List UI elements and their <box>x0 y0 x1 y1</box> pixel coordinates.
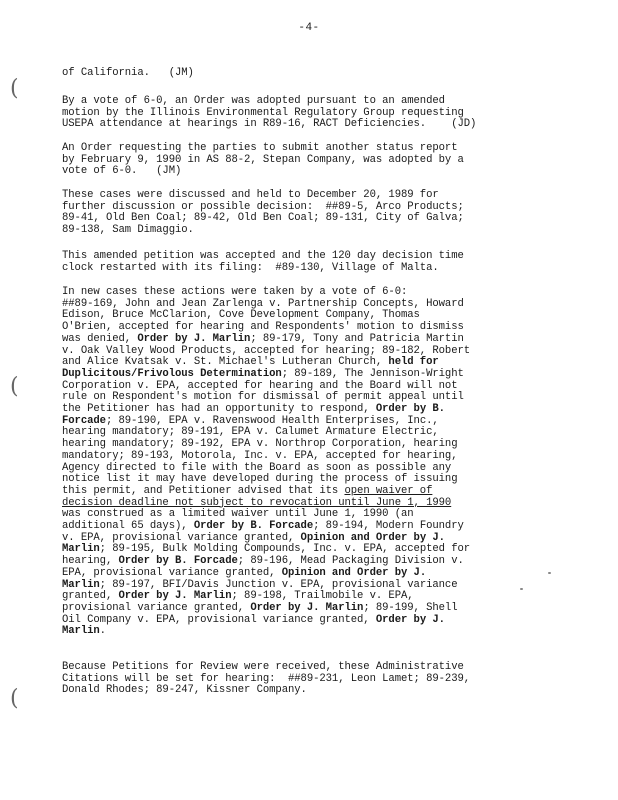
bold-text: Order by B. Forcade <box>118 555 238 568</box>
paragraph <box>62 68 562 80</box>
text-line <box>62 615 562 627</box>
text-segment: Because Petitions for Review were received, these Administrative <box>62 661 464 673</box>
text-line <box>62 225 562 237</box>
text-segment: Corporation v. EPA, accepted for hearing and the Board will not <box>62 379 458 392</box>
bold-text: Duplicitous/Frivolous Determination <box>62 367 282 380</box>
text-line <box>62 166 562 178</box>
text-segment: ; 89-199, Shell <box>363 601 458 614</box>
text-segment: . <box>99 625 106 638</box>
text-segment: v. EPA, provisional variance granted, <box>62 531 301 544</box>
text-segment: mandatory; 89-193, Motorola, Inc. v. EPA, accepted for hearing, <box>62 449 458 462</box>
text-segment: ; 89-198, Trailmobile v. EPA, <box>231 590 414 603</box>
text-segment: This amended petition was accepted and the 120 day decision time <box>62 250 464 262</box>
text-segment: further discussion or possible decision: ##89-5, Arco Products; <box>62 200 464 213</box>
text-segment: ; 89-189, The Jennison-Wright <box>281 367 464 380</box>
text-segment: additional 65 days), <box>62 520 194 533</box>
bold-text: Order by J. <box>375 613 445 626</box>
text-segment: rule on Respondent's motion for dismissal of permit appeal until <box>62 391 464 404</box>
text-segment: v. Oak Valley Wood Products, accepted for hearing; 89-182, Robert <box>62 344 471 357</box>
text-segment: 89-138, Sam Dimaggio. <box>62 224 194 237</box>
text-line <box>62 626 562 638</box>
underlined-text: decision deadline not subject to revocation until June 1, 1990 <box>62 496 452 509</box>
text-segment: of California. (JM) <box>62 67 194 79</box>
text-segment: was denied, <box>62 332 138 345</box>
text-segment: hearing, <box>62 555 119 568</box>
text-segment: An Order requesting the parties to submit another status report <box>62 142 458 154</box>
text-segment: ; 89-190, EPA v. Ravenswood Health Enterprises, Inc., <box>105 414 439 427</box>
text-segment: ; 89-179, Tony and Patricia Martin <box>250 332 464 345</box>
margin-mark: ( <box>10 686 19 711</box>
text-segment: notice list it may have developed during the process of issuing <box>62 473 458 486</box>
text-segment: USEPA attendance at hearings in R89-16, RACT Deficiencies. (JD) <box>62 118 477 131</box>
underlined-text: open waiver of <box>344 484 433 497</box>
margin-mark: ( <box>10 374 19 399</box>
text-segment: ; 89-195, Bulk Molding Compounds, Inc. v. EPA, accepted for <box>99 543 471 556</box>
text-segment: Oil Company v. EPA, provisional variance granted, <box>62 613 376 626</box>
text-line <box>62 685 562 697</box>
text-segment: 89-41, Old Ben Coal; 89-42, Old Ben Coal; 89-131, City of Galva; <box>62 212 464 225</box>
bold-text: Opinion and Order by J. <box>300 531 445 544</box>
text-segment: hearing mandatory; 89-192, EPA v. Northrop Corporation, hearing <box>62 438 458 451</box>
text-segment: EPA, provisional variance granted, <box>62 566 282 579</box>
bold-text: Order by J. Marlin <box>137 332 251 345</box>
text-segment: These cases were discussed and held to December 20, 1989 for <box>62 189 439 201</box>
text-segment: and Alice Kvatsak v. St. Michael's Lutheran Church, <box>62 356 389 369</box>
bold-text: Order by J. Marlin <box>250 601 364 614</box>
text-segment: was construed as a limited waiver until June 1, 1990 (an <box>62 508 414 521</box>
text-segment: Agency directed to file with the Board as soon as possible any <box>62 461 452 474</box>
paragraph <box>62 662 562 697</box>
text-segment: vote of 6-0. (JM) <box>62 165 182 178</box>
text-segment: the Petitioner has had an opportunity to respond, <box>62 403 376 416</box>
text-segment: clock restarted with its filing: #89-130, Village of Malta. <box>62 261 439 274</box>
text-segment: By a vote of 6-0, an Order was adopted pursuant to an amended <box>62 95 445 107</box>
text-segment: ; 89-197, BFI/Davis Junction v. EPA, provisional variance <box>99 578 458 591</box>
bold-text: Marlin <box>62 543 100 556</box>
text-line <box>62 119 562 131</box>
bold-text: Opinion and Order by J. <box>281 566 427 579</box>
text-segment: ; 89-194, Modern Foundry <box>313 520 464 533</box>
text-segment: Donald Rhodes; 89-247, Kissner Company. <box>62 684 307 697</box>
text-segment: this permit, and Petitioner advised that its <box>62 484 345 497</box>
text-segment: ; 89-196, Mead Packaging Division v. <box>237 555 464 568</box>
text-segment: Edison, Bruce McClarion, Cove Development Company, Thomas <box>62 309 420 322</box>
bold-text: Marlin <box>62 625 100 638</box>
paragraph <box>62 96 562 131</box>
text-segment: granted, <box>62 590 119 603</box>
bold-text: Order by B. <box>375 403 445 416</box>
text-segment: ##89-169, John and Jean Zarlenga v. Partnership Concepts, Howard <box>62 297 464 310</box>
paragraph <box>62 190 562 237</box>
text-segment: motion by the Illinois Environmental Regulatory Group requesting <box>62 106 464 119</box>
paragraph <box>62 143 562 178</box>
text-line <box>62 263 562 275</box>
bold-text: Forcade <box>62 414 106 427</box>
bold-text: Marlin <box>62 578 100 591</box>
text-segment: Citations will be set for hearing: ##89-231, Leon Lamet; 89-239, <box>62 672 471 685</box>
text-line <box>62 68 562 80</box>
text-segment: provisional variance granted, <box>62 601 251 614</box>
paragraph <box>62 287 562 638</box>
page-number: -4- <box>298 22 320 34</box>
bold-text: Order by B. Forcade <box>193 520 314 533</box>
text-segment: O'Brien, accepted for hearing and Respondents' motion to dismiss <box>62 321 464 334</box>
margin-mark: ( <box>10 76 19 101</box>
text-segment: hearing mandatory; 89-191, EPA v. Calumet Armature Electric, <box>62 426 439 439</box>
bold-text: held for <box>388 356 439 369</box>
paragraph <box>62 251 562 274</box>
bold-text: Order by J. Marlin <box>118 590 232 603</box>
text-segment: In new cases these actions were taken by a vote of 6-0: <box>62 286 408 298</box>
text-segment: by February 9, 1990 in AS 88-2, Stepan Company, was adopted by a <box>62 153 464 166</box>
